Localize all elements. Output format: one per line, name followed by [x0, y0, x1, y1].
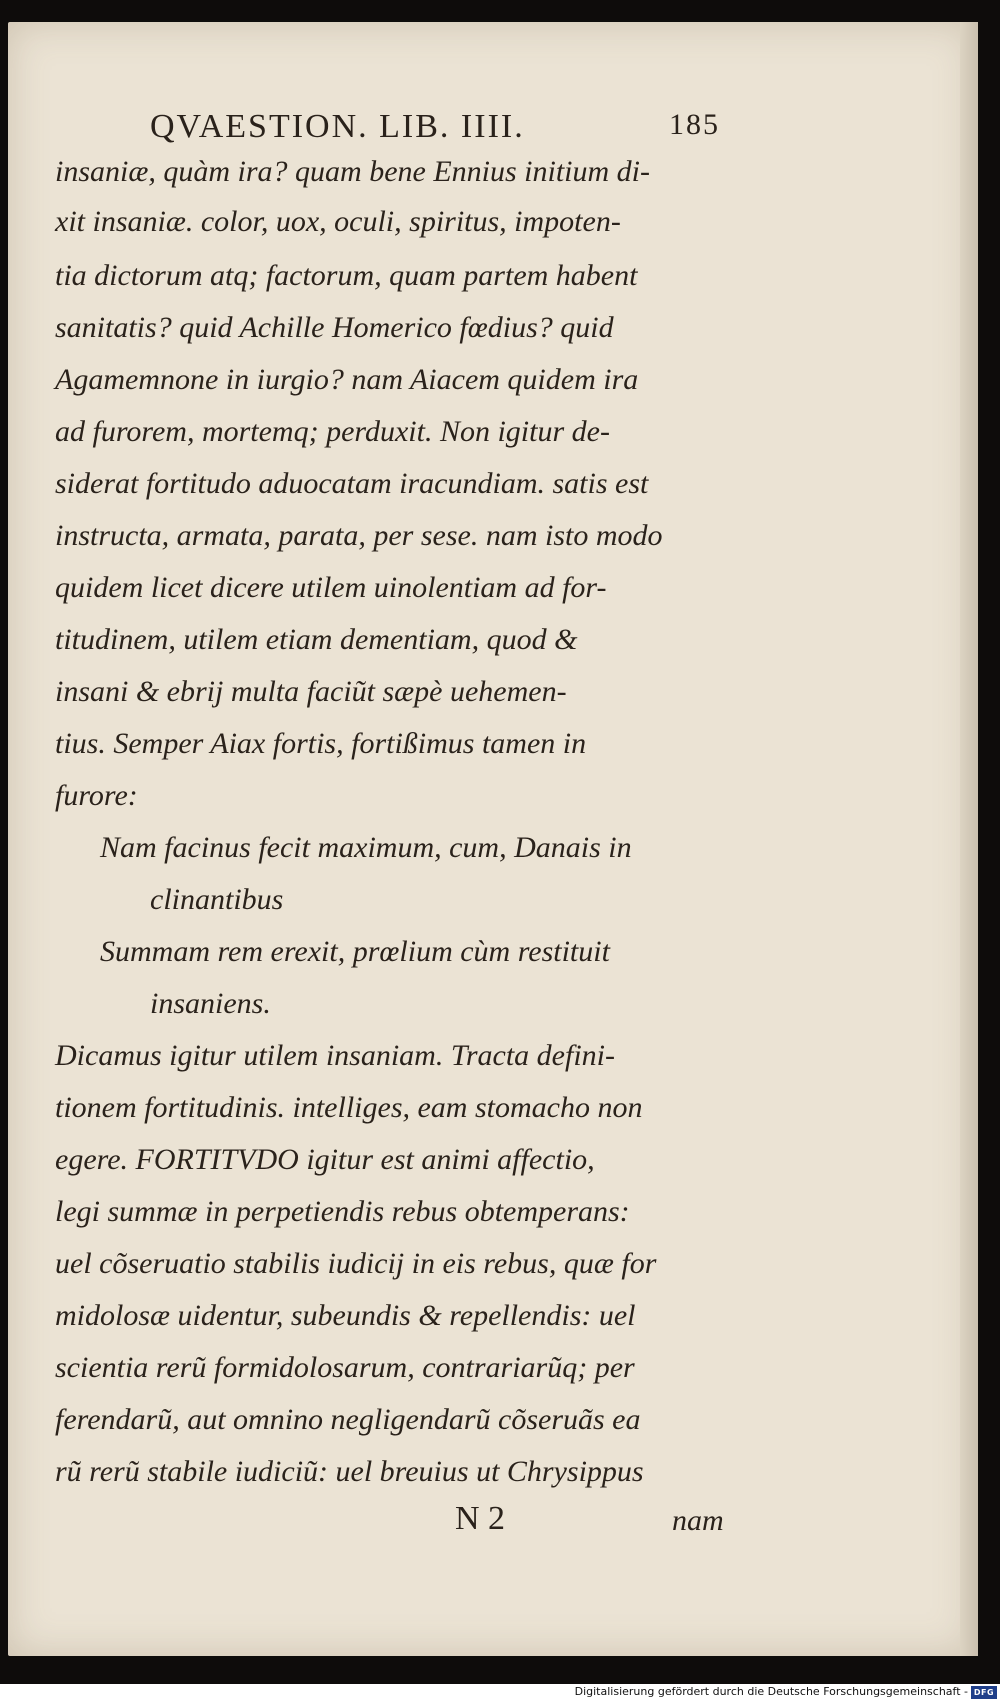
text-line: furore: [55, 779, 138, 812]
text-line: Agamemnone in iurgio? nam Aiacem quidem ira [55, 363, 639, 396]
text-line: tia dictorum atq; factorum, quam partem habent [55, 259, 638, 292]
text-line: egere. FORTITVDO igitur est animi affectio, [55, 1143, 595, 1176]
running-head-title: QVAESTION. LIB. IIII. [150, 108, 525, 145]
signature-mark: N 2 [455, 1500, 506, 1537]
text-line: tius. Semper Aiax fortis, fortißimus tamen in [55, 727, 587, 760]
verse-line: clinantibus [150, 883, 284, 916]
text-line: quidem licet dicere utilem uinolentiam ad for- [55, 571, 607, 604]
text-line: insaniæ, quàm ira? quam bene Ennius initium di- [55, 155, 650, 188]
text-line: scientia rerũ formidolosarum, contrariarũq; per [55, 1351, 635, 1384]
catchword: nam [672, 1504, 724, 1537]
text-line: legi summæ in perpetiendis rebus obtemperans: [55, 1195, 630, 1228]
text-line: ad furorem, mortemq; perduxit. Non igitur de- [55, 415, 610, 448]
text-line: siderat fortitudo aduocatam iracundiam. satis est [55, 467, 649, 500]
text-line: insani & ebrij multa faciũt sæpè uehemen- [55, 675, 567, 708]
text-line: sanitatis? quid Achille Homerico fœdius? quid [55, 311, 614, 344]
text-line: xit insaniæ. color, uox, oculi, spiritus, impoten- [55, 205, 621, 238]
text-line: titudinem, utilem etiam dementiam, quod & [55, 623, 578, 656]
verse-line: Nam facinus fecit maximum, cum, Danais in [100, 831, 632, 864]
dfg-logo-icon: DFG [971, 1686, 997, 1699]
text-line: uel cõseruatio stabilis iudicij in eis rebus, quæ for [55, 1247, 657, 1280]
verse-line: insaniens. [150, 987, 271, 1020]
page-number: 185 [669, 108, 720, 141]
verse-line: Summam rem erexit, prœlium cùm restituit [100, 935, 610, 968]
running-head [150, 108, 720, 152]
page-edge [960, 22, 978, 1656]
text-line: tionem fortitudinis. intelliges, eam stomacho non [55, 1091, 643, 1124]
text-line: ferendarũ, aut omnino negligendarũ cõseruãs ea [55, 1403, 641, 1436]
text-line: instructa, armata, parata, per sese. nam isto modo [55, 519, 663, 552]
text-line: midolosæ uidentur, subeundis & repellendis: uel [55, 1299, 636, 1332]
text-line: rũ rerũ stabile iudiciũ: uel breuius ut Chrysippus [55, 1455, 644, 1488]
text-line: Dicamus igitur utilem insaniam. Tracta defini- [55, 1039, 615, 1072]
funding-credit: Digitalisierung gefördert durch die Deutsche Forschungsgemeinschaft - [574, 1685, 968, 1698]
